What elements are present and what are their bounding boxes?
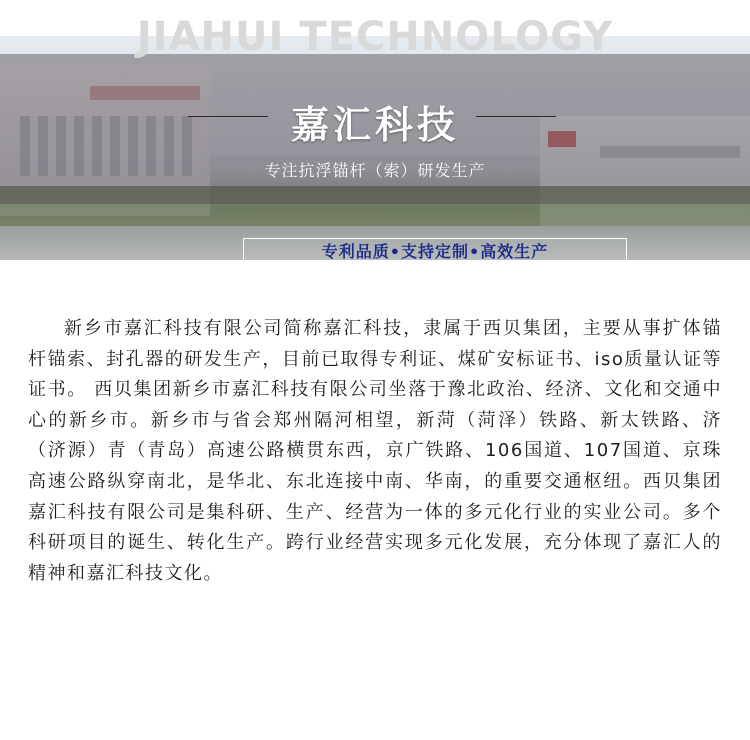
hero-banner [0, 36, 750, 260]
company-intro-paragraph: 新乡市嘉汇科技有限公司简称嘉汇科技，隶属于西贝集团，主要从事扩体锚杆锚索、封孔器的研发生产，目前已取得专利证、煤矿安标证书、iso质量认证等证书。 西贝集团新乡市嘉汇科技有限公司坐落于豫北政治、经济、文化和交通中心的新乡市。新乡市与省会郑州隔河相望，新菏（菏泽）铁路、新太铁路、济（济源）青（青岛）高速公路横贯东西，京广铁路、106国道、107国道、京珠高速公路纵穿南北，是华北、东北连接中南、华南，的重要交通枢纽。西贝集团嘉汇科技有限公司是集科研、生产、经营为一体的多元化行业的实业公司。多个科研项目的诞生、转化生产。跨行业经营实现多元化发展，充分体现了嘉汇人的精神和嘉汇科技文化。 [28, 318, 722, 584]
banner-subtitle: 专注抗浮锚杆（索）研发生产 [264, 161, 486, 180]
banner-title-wrap [0, 80, 750, 149]
slogan-badge: 专利品质•支持定制•高效生产 [243, 238, 627, 260]
brand-watermark: JIAHUI TECHNOLOGY [136, 14, 614, 60]
banner-title: 嘉汇科技 [290, 102, 459, 147]
